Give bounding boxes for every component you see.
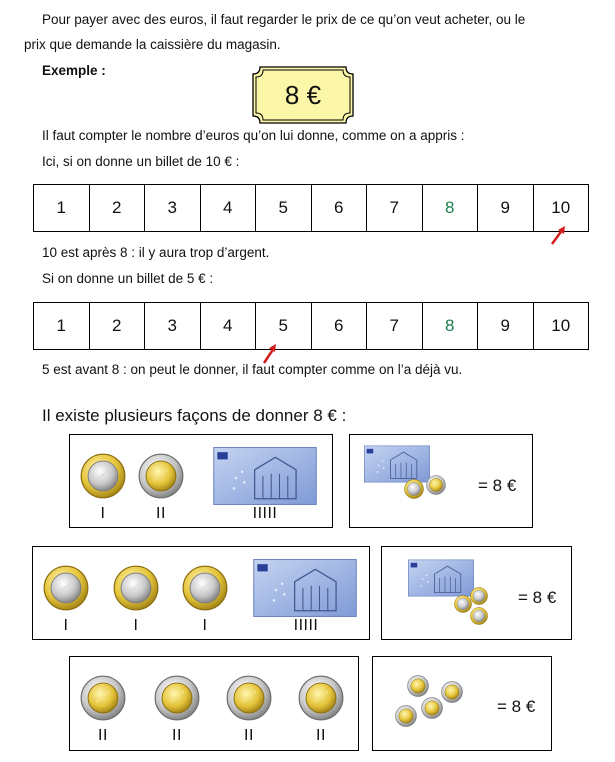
number-cell: 10 <box>533 185 589 232</box>
five-euro-note-icon <box>408 559 474 597</box>
arrow-icon <box>548 224 570 248</box>
tally-mark: I <box>63 617 69 634</box>
tally-mark: I <box>100 505 106 522</box>
two-euro-coin-icon <box>138 453 184 499</box>
tally-mark: IIIII <box>252 505 278 522</box>
case2-conclusion: 5 est avant 8 : on peut le donner, il faut compter comme on l’a déjà vu. <box>42 362 463 377</box>
two-euro-coin-icon <box>441 681 463 703</box>
number-cell: 2 <box>89 185 145 232</box>
way-2-coins <box>32 546 370 640</box>
one-euro-coin-icon <box>182 565 228 611</box>
number-cell: 6 <box>311 185 367 232</box>
one-euro-coin-icon <box>43 565 89 611</box>
way-1-coins <box>69 434 333 528</box>
number-cell: 4 <box>200 303 256 350</box>
tally-mark: I <box>202 617 208 634</box>
two-euro-coin-icon <box>154 675 200 721</box>
ways-title: Il existe plusieurs façons de donner 8 € : <box>42 406 347 425</box>
five-euro-note-icon <box>253 559 357 617</box>
two-euro-coin-icon <box>426 475 446 495</box>
number-cell-target: 8 <box>422 185 478 232</box>
number-line-1 <box>33 184 589 232</box>
one-euro-coin-icon <box>80 453 126 499</box>
two-euro-coin-icon <box>395 705 417 727</box>
total-label: = 8 € <box>497 697 536 716</box>
one-euro-coin-icon <box>470 607 488 625</box>
way-3-coins <box>69 656 359 751</box>
example-label: Exemple : <box>42 63 106 78</box>
tally-mark: I <box>133 617 139 634</box>
tally-mark: IIIII <box>293 617 319 634</box>
tally-mark: II <box>98 727 108 744</box>
total-label: = 8 € <box>518 588 557 607</box>
number-cell: 1 <box>34 303 90 350</box>
case1-conclusion: 10 est après 8 : il y aura trop d’argent. <box>42 245 270 260</box>
total-label: = 8 € <box>478 476 517 495</box>
number-cell: 7 <box>367 303 423 350</box>
tally-mark: II <box>172 727 182 744</box>
two-euro-coin-icon <box>421 697 443 719</box>
number-line-2 <box>33 302 589 350</box>
one-euro-coin-icon <box>113 565 159 611</box>
five-euro-note-icon <box>364 445 430 483</box>
number-cell-target: 8 <box>422 303 478 350</box>
case1-intro: Ici, si on donne un billet de 10 € : <box>42 154 240 169</box>
way-1-total <box>349 434 533 528</box>
two-euro-coin-icon <box>226 675 272 721</box>
number-cell: 5 <box>256 185 312 232</box>
number-cell: 3 <box>145 185 201 232</box>
number-cell: 2 <box>89 303 145 350</box>
number-cell: 9 <box>478 185 534 232</box>
two-euro-coin-icon <box>298 675 344 721</box>
number-cell: 1 <box>34 185 90 232</box>
tally-mark: II <box>316 727 326 744</box>
number-cell: 5 <box>256 303 312 350</box>
two-euro-coin-icon <box>407 675 429 697</box>
price-tag <box>252 66 354 124</box>
two-euro-coin-icon <box>80 675 126 721</box>
one-euro-coin-icon <box>470 587 488 605</box>
number-cell: 7 <box>367 185 423 232</box>
tally-mark: II <box>156 505 166 522</box>
one-euro-coin-icon <box>404 479 424 499</box>
number-cell: 9 <box>478 303 534 350</box>
number-cell: 6 <box>311 303 367 350</box>
intro-line-2: prix que demande la caissière du magasin. <box>24 37 281 52</box>
intro-line-1: Pour payer avec des euros, il faut regarder le prix de ce qu’on veut acheter, ou le <box>42 12 526 27</box>
tally-mark: II <box>244 727 254 744</box>
number-cell: 3 <box>145 303 201 350</box>
price-value: 8 € <box>284 80 322 110</box>
way-2-total <box>381 546 572 640</box>
number-cell: 4 <box>200 185 256 232</box>
five-euro-note-icon <box>213 447 317 505</box>
count-text: Il faut compter le nombre d’euros qu’on lui donne, comme on a appris : <box>42 128 465 143</box>
case2-intro: Si on donne un billet de 5 € : <box>42 271 214 286</box>
way-3-total <box>372 656 552 751</box>
number-cell: 10 <box>533 303 589 350</box>
